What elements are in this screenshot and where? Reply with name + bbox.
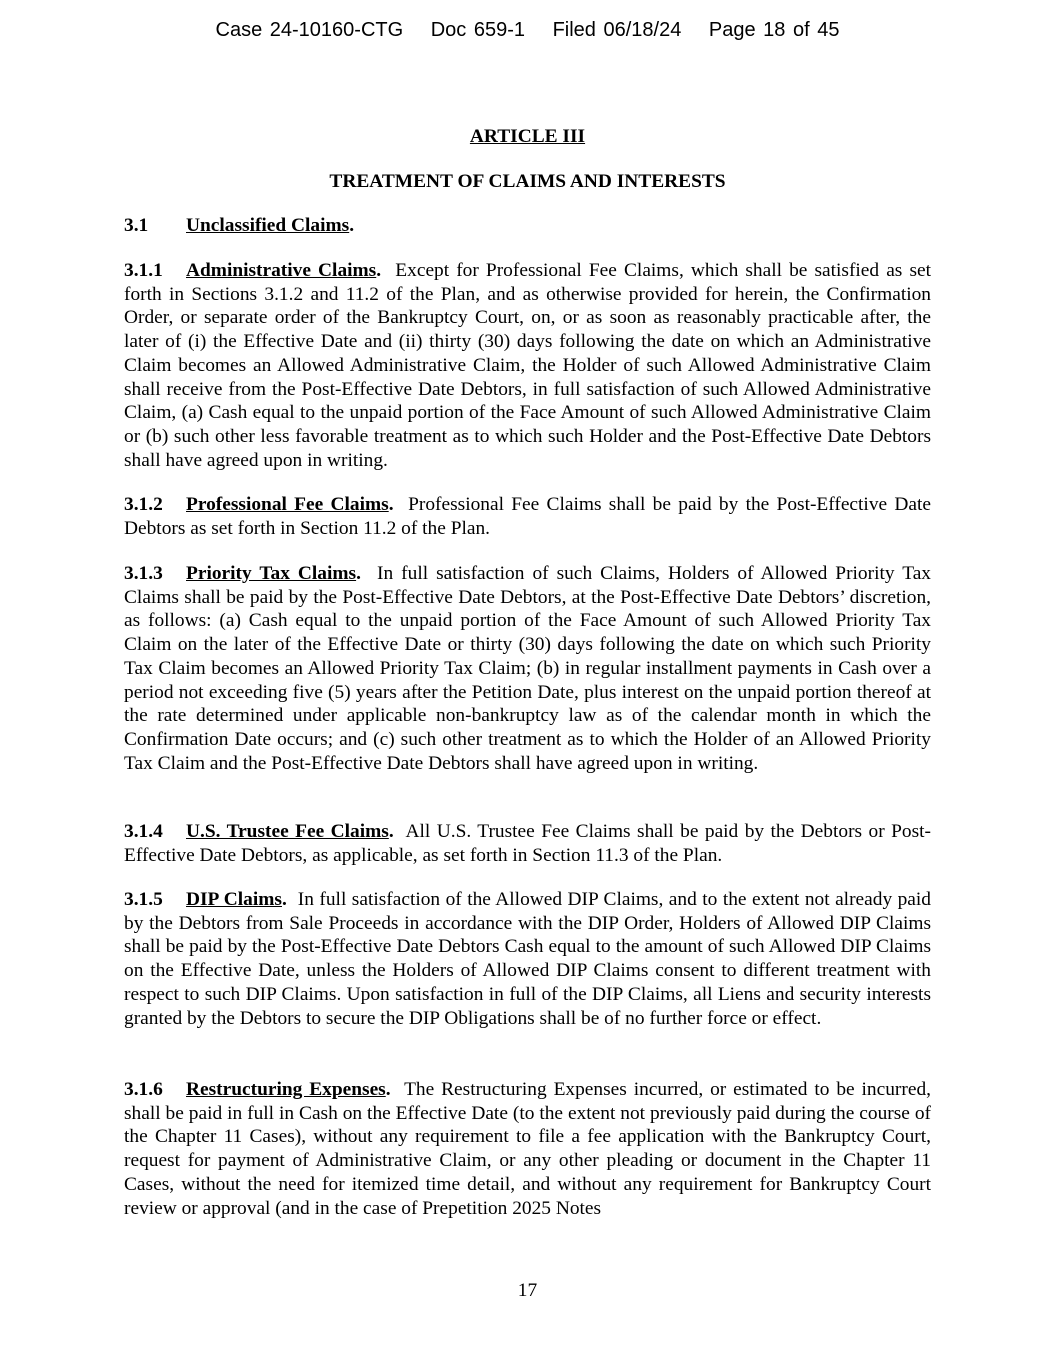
section-heading-period: . [349, 215, 355, 236]
page-of: Page 18 of 45 [708, 19, 840, 41]
subsection-3-1-1: 3.1.1 Administrative Claims. Except for Professional Fee Claims, which shall be satisfied as set forth in Sections 3.1.2 and 11.2 of the Plan, and as otherwise provided for herein, the Confirmation Order, or separate order of the Bankruptcy Court, on, or as soon as reasonably practicable after, the later of (i) the Effective Date and (ii) thirty (30) days following the date on which an Administrative Claim becomes an Allowed Administrative Claim, the Holder of such Allowed Administrative Claim shall receive from the Post-Effective Date Debtors, in full satisfaction of such Allowed Administrative Claim, (a) Cash equal to the unpaid portion of the Face Amount of such Allowed Administrative Claim or (b) such other less favorable treatment as to which such Holder and the Post-Effective Date Debtors shall have agreed upon in writing. [124, 260, 931, 471]
doc-number: Doc 659-1 [430, 19, 526, 41]
subsection-heading: Priority Tax Claims [186, 563, 357, 584]
subsection-number: 3.1.1 [124, 260, 163, 281]
article-title: TREATMENT OF CLAIMS AND INTERESTS [329, 171, 726, 192]
filed-date: Filed 06/18/24 [552, 19, 682, 41]
subsection-heading: Professional Fee Claims [186, 494, 389, 515]
subsection-body: The Restructuring Expenses incurred, or estimated to be incurred, shall be paid in full in Cash on the Effective Date (to the extent not previously paid during the course of the Chapter 11 Cases), without any requirement to file a fee application with the Bankruptcy Court, request for payment of Administrative Claim, or any other pleading or document in the Chapter 11 Cases, without the need for itemized time detail, and without any requirement for Bankruptcy Court review or approval (and in the case of Prepetition 2025 Notes [124, 1079, 931, 1219]
subsection-number: 3.1.6 [124, 1079, 163, 1100]
subsection-body: Except for Professional Fee Claims, which shall be satisfied as set forth in Sections 3.1.2 and 11.2 of the Plan, and as otherwise provided for herein, the Confirmation Order, or separate order of the Bankruptcy Court, on, or as soon as reasonably practicable after, the later of (i) the Effective Date and (ii) thirty (30) days following the date on which an Administrative Claim becomes an Allowed Administrative Claim, the Holder of such Allowed Administrative Claim shall receive from the Post-Effective Date Debtors, in full satisfaction of such Allowed Administrative Claim, (a) Cash equal to the unpaid portion of the Face Amount of such Allowed Administrative Claim or (b) such other less favorable treatment as to which such Holder and the Post-Effective Date Debtors shall have agreed upon in writing. [124, 260, 931, 471]
case-header [0, 19, 1055, 42]
subsection-number: 3.1.3 [124, 563, 163, 584]
subsection-3-1-4: 3.1.4 U.S. Trustee Fee Claims. All U.S. Trustee Fee Claims shall be paid by the Debtors or Post-Effective Date Debtors, as applicable, as set forth in Section 11.3 of the Plan. [124, 821, 931, 866]
subsection-3-1-2: 3.1.2 Professional Fee Claims. Professional Fee Claims shall be paid by the Post-Effective Date Debtors as set forth in Section 11.2 of the Plan. [124, 494, 932, 539]
subsection-number: 3.1.4 [124, 821, 163, 842]
subsection-body: All U.S. Trustee Fee Claims shall be paid by the Debtors or Post-Effective Date Debtors, as applicable, as set forth in Section 11.3 of the Plan. [124, 821, 931, 866]
subsection-heading: DIP Claims [186, 889, 282, 910]
subsection-body: Professional Fee Claims shall be paid by the Post-Effective Date Debtors as set forth in Section 11.2 of the Plan. [124, 494, 932, 539]
subsection-heading: Restructuring Expenses [186, 1079, 386, 1100]
article-heading: ARTICLE III [469, 126, 586, 147]
section-number: 3.1 [124, 215, 149, 236]
page-number: 17 [517, 1280, 538, 1301]
subsection-heading: U.S. Trustee Fee Claims [186, 821, 389, 842]
subsection-heading: Administrative Claims [186, 260, 377, 281]
subsection-number: 3.1.2 [124, 494, 163, 515]
subsection-body: In full satisfaction of the Allowed DIP Claims, and to the extent not already paid by the Debtors from Sale Proceeds in accordance with the DIP Order, Holders of Allowed DIP Claims shall be paid by the Post-Effective Date Debtors Cash equal to the amount of such Allowed DIP Claims on the Effective Date, unless the Holders of Allowed DIP Claims consent to different treatment with respect to such DIP Claims. Upon satisfaction in full of the DIP Claims, all Liens and security interests granted by the Debtors to secure the DIP Obligations shall be of no further force or effect. [124, 889, 931, 1029]
subsection-3-1-5: 3.1.5 DIP Claims. In full satisfaction of the Allowed DIP Claims, and to the extent not already paid by the Debtors from Sale Proceeds in accordance with the DIP Order, Holders of Allowed DIP Claims shall be paid by the Post-Effective Date Debtors Cash equal to the amount of such Allowed DIP Claims on the Effective Date, unless the Holders of Allowed DIP Claims consent to different treatment with respect to such DIP Claims. Upon satisfaction in full of the DIP Claims, all Liens and security interests granted by the Debtors to secure the DIP Obligations shall be of no further force or effect. [124, 889, 931, 1029]
subsection-3-1-6: 3.1.6 Restructuring Expenses. The Restructuring Expenses incurred, or estimated to be incurred, shall be paid in full in Cash on the Effective Date (to the extent not previously paid during the course of the Chapter 11 Cases), without any requirement to file a fee application with the Bankruptcy Court, request for payment of Administrative Claim, or any other pleading or document in the Chapter 11 Cases, without the need for itemized time detail, and without any requirement for Bankruptcy Court review or approval (and in the case of Prepetition 2025 Notes [124, 1079, 931, 1219]
case-number: Case 24-10160-CTG [215, 19, 404, 41]
subsection-3-1-3: 3.1.3 Priority Tax Claims. In full satisfaction of such Claims, Holders of Allowed Priority Tax Claims shall be paid by the Post-Effective Date Debtors, at the Post-Effective Date Debtors’ discretion, as follows: (a) Cash equal to the unpaid portion of the Face Amount of such Allowed Priority Tax Claim on the later of the Effective Date or thirty (30) days following the date on which such Priority Tax Claim becomes an Allowed Priority Tax Claim; (b) in regular installment payments in Cash over a period not exceeding five (5) years after the Petition Date, plus interest on the unpaid portion thereof at the rate determined under applicable non-bankruptcy law as of the calendar month in which the Confirmation Date occurs; and (c) such other treatment as to which the Holder of an Allowed Priority Tax Claim and the Post-Effective Date Debtors shall have agreed upon in writing. [124, 563, 932, 774]
subsection-number: 3.1.5 [124, 889, 163, 910]
section-3-1 [124, 214, 931, 238]
section-heading: Unclassified Claims [186, 215, 350, 236]
subsection-body: In full satisfaction of such Claims, Holders of Allowed Priority Tax Claims shall be paid by the Post-Effective Date Debtors, at the Post-Effective Date Debtors’ discretion, as follows: (a) Cash equal to the unpaid portion of the Face Amount of such Allowed Priority Tax Claim on the later of the Effective Date or thirty (30) days following the date on which such Priority Tax Claim becomes an Allowed Priority Tax Claim; (b) in regular installment payments in Cash over a period not exceeding five (5) years after the Petition Date, plus interest on the unpaid portion thereof at the rate determined under applicable non-bankruptcy law as of the calendar month in which the Confirmation Date occurs; and (c) such other treatment as to which the Holder of an Allowed Priority Tax Claim and the Post-Effective Date Debtors shall have agreed upon in writing. [124, 563, 932, 774]
